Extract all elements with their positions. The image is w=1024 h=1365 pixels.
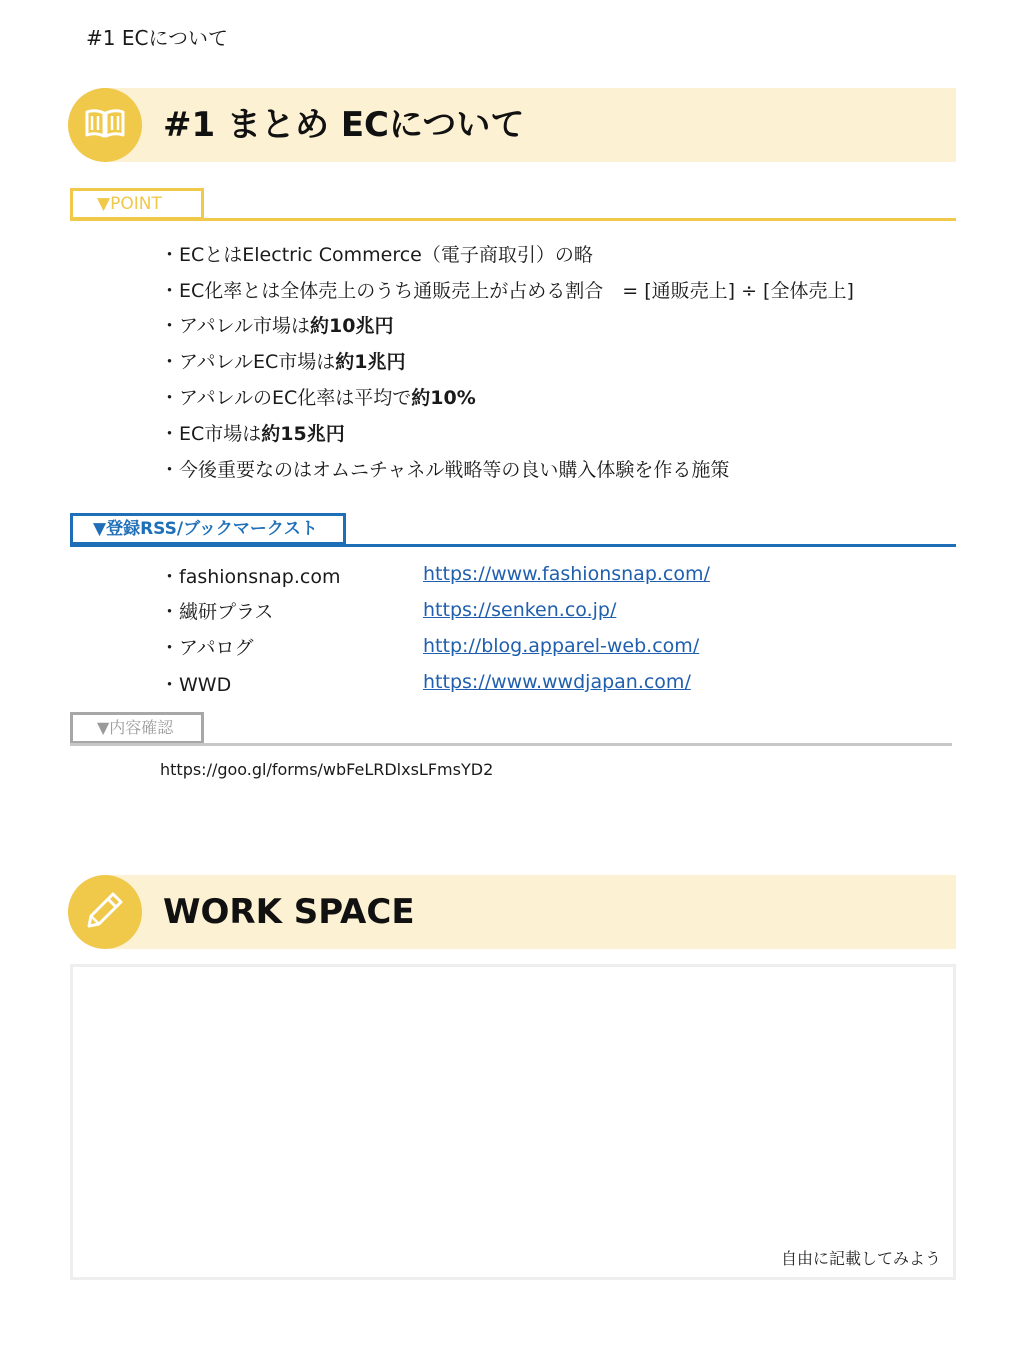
summary-banner [68,88,956,162]
summary-title: #1 まとめ ECについて [163,105,525,145]
workspace-area[interactable] [70,964,956,1280]
check-section-rule [70,743,952,746]
open-book-icon [83,106,127,144]
banner-icon-circle [68,875,142,949]
point-section-rule [70,218,956,221]
point-section-label: ▼POINT [70,188,204,220]
rss-site-name: ・アパログ [160,637,254,659]
rss-section-label: ▼登録RSS/ブックマークスト [70,513,346,545]
rss-site-name: ・WWD [160,674,232,696]
point-item: ・ECとはElectric Commerce（電子商取引）の略 [160,244,593,266]
rss-site-name: ・fashionsnap.com [160,566,341,588]
form-url[interactable]: https://goo.gl/forms/wbFeLRDlxsLFmsYD2 [160,760,494,779]
rss-site-link[interactable]: https://www.fashionsnap.com/ [423,563,710,585]
point-item: ・EC市場は約15兆円 [160,423,345,445]
rss-section-rule [70,544,956,547]
rss-site-link[interactable]: https://senken.co.jp/ [423,599,617,621]
page-header: #1 ECについて [86,26,229,50]
point-item: ・アパレルEC市場は約1兆円 [160,351,406,373]
point-item: ・今後重要なのはオムニチャネル戦略等の良い購入体験を作る施策 [160,459,730,481]
rss-site-link[interactable]: http://blog.apparel-web.com/ [423,635,700,657]
point-item: ・EC化率とは全体売上のうち通販売上が占める割合 = [通販売上] ÷ [全体売上] [160,280,854,302]
point-item: ・アパレル市場は約10兆円 [160,315,394,337]
rss-site-name: ・繊研プラス [160,601,274,623]
banner-icon-circle [68,88,142,162]
point-item: ・アパレルのEC化率は平均で約10% [160,387,476,409]
workspace-note: 自由に記載してみよう [780,1249,941,1268]
pencil-icon [83,888,127,936]
rss-site-link[interactable]: https://www.wwdjapan.com/ [423,671,691,693]
check-section-label: ▼内容確認 [70,712,204,744]
workspace-title: WORK SPACE [163,892,415,932]
workspace-banner [68,875,956,949]
